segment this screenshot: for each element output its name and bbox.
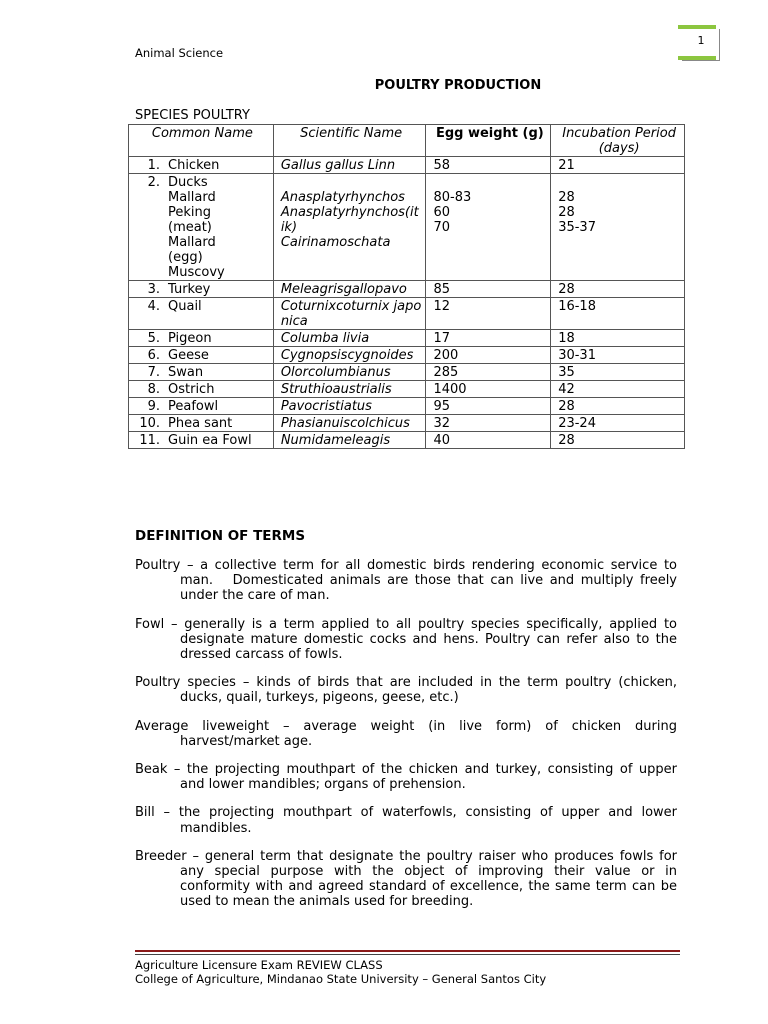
cell-egg-weight: 12 (426, 298, 551, 330)
table-row (129, 298, 685, 330)
cell-scientific-name: Anasplatyrhynchos Anasplatyrhynchos(itik) Cairinamoschata (273, 174, 426, 281)
running-header: Animal Science (135, 46, 224, 60)
common-name: Geese (168, 348, 209, 363)
definitions-heading: DEFINITION OF TERMS (135, 528, 306, 544)
definition-item: Average liveweight – average weight (in live form) of chicken during harvest/market age. (135, 718, 682, 749)
col-header-egg-weight: Egg weight (g) (426, 125, 551, 157)
table-row (129, 347, 685, 364)
table-row (129, 415, 685, 432)
footer-rule-dark (135, 954, 680, 955)
table-row (129, 381, 685, 398)
cell-common-name (129, 298, 274, 330)
common-name: Pigeon (168, 331, 212, 346)
table-row (129, 330, 685, 347)
cell-egg-weight: 58 (426, 157, 551, 174)
cell-common-name (129, 381, 274, 398)
table-caption: SPECIES POULTRY (135, 108, 250, 123)
cell-common-name (129, 432, 274, 449)
table-row (129, 174, 685, 281)
cell-incubation: 21 (551, 157, 685, 174)
cell-common-name (129, 157, 274, 174)
row-number: 4. (147, 299, 160, 314)
col-header-scientific-name: Scientific Name (273, 125, 426, 157)
cell-common-name (129, 347, 274, 364)
definition-item: Poultry – a collective term for all domestic birds rendering economic service to man. Domesticated animals are those that can live and multiply freely under the care of man. (135, 558, 682, 604)
page-title: POULTRY PRODUCTION (374, 78, 542, 93)
table-row (129, 398, 685, 415)
cell-egg-weight: 32 (426, 415, 551, 432)
cell-incubation: 16-18 (551, 298, 685, 330)
col-header-incubation: Incubation Period (days) (551, 125, 685, 157)
row-number: 5. (147, 331, 160, 346)
cell-egg-weight: 40 (426, 432, 551, 449)
row-number: 10. (139, 416, 160, 431)
common-name: Chicken (168, 158, 220, 173)
cell-common-name (129, 398, 274, 415)
common-name: Phea sant (168, 416, 233, 431)
footer-line-1: Agriculture Licensure Exam REVIEW CLASS (135, 958, 383, 972)
cell-incubation: 18 (551, 330, 685, 347)
common-name: Swan (168, 365, 204, 380)
cell-egg-weight: 85 (426, 281, 551, 298)
common-name: Ducks Mallard Peking (meat) Mallard (egg) Muscovy (168, 175, 225, 280)
cell-scientific-name: Meleagrisgallopavo (273, 281, 426, 298)
cell-common-name (129, 174, 274, 281)
cell-scientific-name: Cygnopsiscygnoides (273, 347, 426, 364)
cell-common-name (129, 281, 274, 298)
cell-incubation: 35 (551, 364, 685, 381)
cell-incubation: 28 (551, 398, 685, 415)
cell-common-name (129, 330, 274, 347)
row-number: 3. (147, 282, 160, 297)
cell-egg-weight: 285 (426, 364, 551, 381)
species-table (128, 124, 685, 449)
page-number-badge (678, 25, 720, 61)
cell-egg-weight: 200 (426, 347, 551, 364)
row-number: 8. (147, 382, 160, 397)
common-name: Peafowl (168, 399, 219, 414)
common-name: Turkey (168, 282, 211, 297)
table-header-row (129, 125, 685, 157)
cell-scientific-name: Struthioaustrialis (273, 381, 426, 398)
table-row (129, 364, 685, 381)
footer-rule-red (135, 950, 680, 952)
row-number: 9. (147, 399, 160, 414)
cell-scientific-name: Numidameleagis (273, 432, 426, 449)
table-row (129, 432, 685, 449)
page-number: 1 (697, 34, 705, 47)
cell-egg-weight: 80-83 60 70 (426, 174, 551, 281)
definition-item: Poultry species – kinds of birds that are included in the term poultry (chicken, ducks, quail, turkeys, pigeons, geese, etc.) (135, 675, 682, 706)
cell-scientific-name: Columba livia (273, 330, 426, 347)
common-name: Ostrich (168, 382, 215, 397)
cell-scientific-name: Phasianuiscolchicus (273, 415, 426, 432)
cell-scientific-name: Gallus gallus Linn (273, 157, 426, 174)
common-name: Guin ea Fowl (168, 433, 252, 448)
cell-scientific-name: Coturnixcoturnix japonica (273, 298, 426, 330)
cell-common-name (129, 415, 274, 432)
cell-scientific-name: Pavocristiatus (273, 398, 426, 415)
row-number: 2. (147, 175, 160, 190)
cell-incubation: 28 (551, 281, 685, 298)
cell-incubation: 28 (551, 432, 685, 449)
row-number: 7. (147, 365, 160, 380)
row-number: 11. (139, 433, 160, 448)
table-row (129, 281, 685, 298)
cell-incubation: 42 (551, 381, 685, 398)
cell-common-name (129, 364, 274, 381)
definition-item: Beak – the projecting mouthpart of the chicken and turkey, consisting of upper and lower mandibles; organs of prehension. (135, 762, 682, 793)
cell-incubation: 30-31 (551, 347, 685, 364)
cell-scientific-name: Olorcolumbianus (273, 364, 426, 381)
cell-incubation: 23-24 (551, 415, 685, 432)
table-row (129, 157, 685, 174)
col-header-common-name: Common Name (129, 125, 274, 157)
definition-item: Fowl – generally is a term applied to all poultry species specifically, applied to designate mature domestic cocks and hens. Poultry can refer also to the dressed carcass of fowls. (135, 616, 682, 663)
cell-egg-weight: 95 (426, 398, 551, 415)
row-number: 1. (147, 158, 160, 173)
badge-accent-bottom (678, 56, 716, 60)
cell-egg-weight: 1400 (426, 381, 551, 398)
footer-line-2: College of Agriculture, Mindanao State University – General Santos City (135, 972, 547, 986)
common-name: Quail (168, 299, 202, 314)
cell-incubation: 28 28 35-37 (551, 174, 685, 281)
cell-egg-weight: 17 (426, 330, 551, 347)
definitions-list (135, 558, 682, 923)
definition-item: Bill – the projecting mouthpart of waterfowls, consisting of upper and lower mandibles. (135, 805, 682, 836)
row-number: 6. (147, 348, 160, 363)
footer (135, 958, 546, 986)
definition-item: Breeder – general term that designate the poultry raiser who produces fowls for any special purpose with the object of improving their value or in conformity with and agreed standard of excellence, the same term can be used to mean the animals used for breeding. (135, 848, 682, 910)
